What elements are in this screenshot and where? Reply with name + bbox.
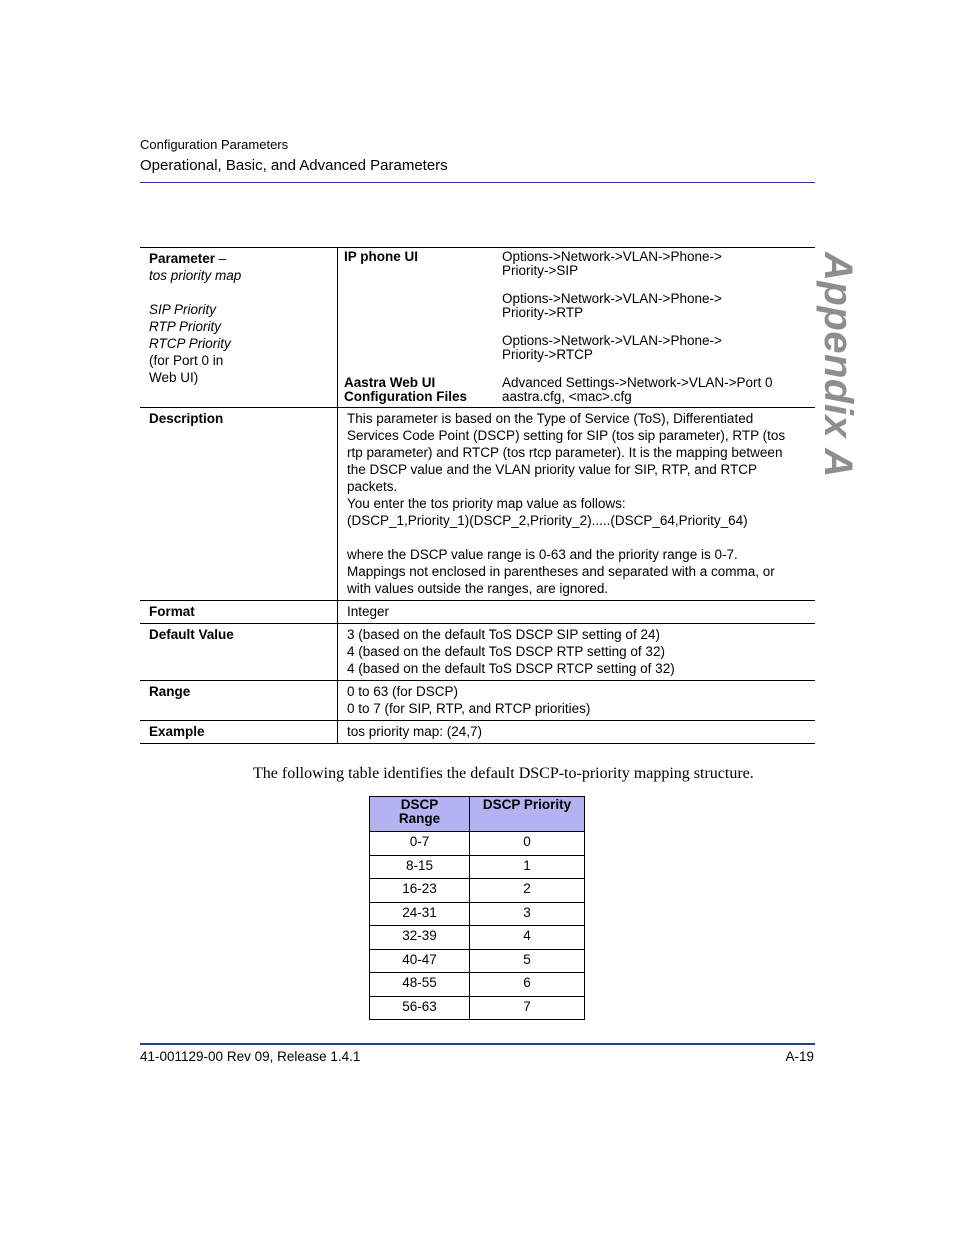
example-label: Example: [140, 721, 338, 744]
range-label: Range: [140, 681, 338, 721]
footer-rule: [140, 1043, 815, 1045]
dscp-priority-cell: 3: [470, 902, 585, 926]
appendix-side-tab-label: Appendix A: [816, 252, 860, 478]
description-row: [140, 408, 815, 601]
parameter-alias: SIP Priority: [149, 302, 217, 317]
interfaces-cell: [338, 248, 816, 408]
running-header-section: Configuration Parameters: [140, 137, 289, 152]
dscp-priority-cell: 2: [470, 879, 585, 903]
dscp-priority-cell: 5: [470, 949, 585, 973]
default-value-row: [140, 624, 815, 681]
footer-page-number: A-19: [785, 1049, 814, 1064]
dscp-priority-cell: 4: [470, 926, 585, 950]
dscp-range-cell: 8-15: [370, 855, 470, 879]
spacer: [149, 284, 329, 301]
ip-phone-ui-label: IP phone UI: [344, 249, 419, 264]
spacer: [502, 320, 807, 334]
parameter-table: [140, 247, 815, 744]
web-ui-path: Advanced Settings->Network->VLAN->Port 0: [502, 375, 773, 390]
parameter-name: tos priority map: [149, 268, 242, 283]
description-label: Description: [140, 408, 338, 601]
port-note: Web UI): [149, 370, 199, 385]
dscp-priority-cell: 1: [470, 855, 585, 879]
default-value-label: Default Value: [140, 624, 338, 681]
mapping-row: [370, 949, 585, 973]
spacer: [502, 362, 807, 376]
default-value-text: 3 (based on the default ToS DSCP SIP setting of 24) 4 (based on the default ToS DSCP RTP setting of 32) 4 (based on the default ToS DSCP RTCP setting of 32): [338, 624, 816, 681]
example-value: tos priority map: (24,7): [338, 721, 816, 744]
header-dscp-priority: DSCP Priority: [470, 797, 585, 832]
mapping-row: [370, 879, 585, 903]
config-files-label: Configuration Files: [344, 389, 467, 404]
parameter-cell: [140, 248, 338, 408]
mapping-row: [370, 855, 585, 879]
ip-phone-path-rtcp: Options->Network->VLAN->Phone-> Priority->RTCP: [502, 333, 722, 362]
dscp-range-cell: 56-63: [370, 996, 470, 1020]
ip-phone-path-sip: Options->Network->VLAN->Phone-> Priority->SIP: [502, 249, 722, 278]
parameter-label: Parameter: [149, 251, 216, 266]
parameter-dash: –: [215, 251, 227, 266]
port-note: (for Port 0 in: [149, 353, 224, 368]
dscp-range-cell: 0-7: [370, 832, 470, 856]
config-files-value: aastra.cfg, <mac>.cfg: [502, 389, 632, 404]
dscp-priority-cell: 0: [470, 832, 585, 856]
spacer: [502, 278, 807, 292]
description-text: This parameter is based on the Type of Service (ToS), Differentiated Services Code Point (DSCP) setting for SIP (tos sip parameter), RTP (tos rtp parameter) and RTCP (tos rtcp parameter). It is the mapping between the DSCP value and the VLAN priority value for SIP, RTP, and RTCP packets. You enter the tos priority map value as follows: (DSCP_1,Priority_1)(DSCP_2,Priority_2).....(DSCP_64,Priority_64) where the DSCP value range is 0-63 and the priority range is 0-7. Mappings not enclosed in parentheses and separated with a comma, or with values outside the ranges, are ignored.: [338, 408, 816, 601]
intro-paragraph: The following table identifies the default DSCP-to-priority mapping structure.: [253, 765, 754, 782]
footer-doc-id: 41-001129-00 Rev 09, Release 1.4.1: [140, 1049, 361, 1064]
format-row: [140, 601, 815, 624]
header-dscp-range: DSCP Range: [370, 797, 470, 832]
format-label: Format: [140, 601, 338, 624]
running-header-subsection: Operational, Basic, and Advanced Parameters: [140, 157, 448, 174]
mapping-row: [370, 973, 585, 997]
parameter-alias: RTP Priority: [149, 319, 222, 334]
mapping-row: [370, 832, 585, 856]
mapping-row: [370, 902, 585, 926]
parameter-row: [140, 248, 815, 408]
ip-phone-path-rtp: Options->Network->VLAN->Phone-> Priority->RTP: [502, 291, 722, 320]
dscp-range-cell: 16-23: [370, 879, 470, 903]
dscp-priority-cell: 6: [470, 973, 585, 997]
dscp-mapping-table: [369, 796, 585, 1020]
mapping-row: [370, 926, 585, 950]
format-value: Integer: [338, 601, 816, 624]
example-row: [140, 721, 815, 744]
dscp-range-cell: 40-47: [370, 949, 470, 973]
dscp-range-cell: 48-55: [370, 973, 470, 997]
dscp-range-cell: 32-39: [370, 926, 470, 950]
range-text: 0 to 63 (for DSCP) 0 to 7 (for SIP, RTP, and RTCP priorities): [338, 681, 816, 721]
appendix-side-tab: [816, 252, 862, 478]
dscp-priority-cell: 7: [470, 996, 585, 1020]
range-row: [140, 681, 815, 721]
mapping-header-row: [370, 797, 585, 832]
web-ui-label: Aastra Web UI: [344, 375, 436, 390]
dscp-range-cell: 24-31: [370, 902, 470, 926]
header-rule: [140, 182, 815, 183]
mapping-row: [370, 996, 585, 1020]
parameter-alias: RTCP Priority: [149, 336, 231, 351]
